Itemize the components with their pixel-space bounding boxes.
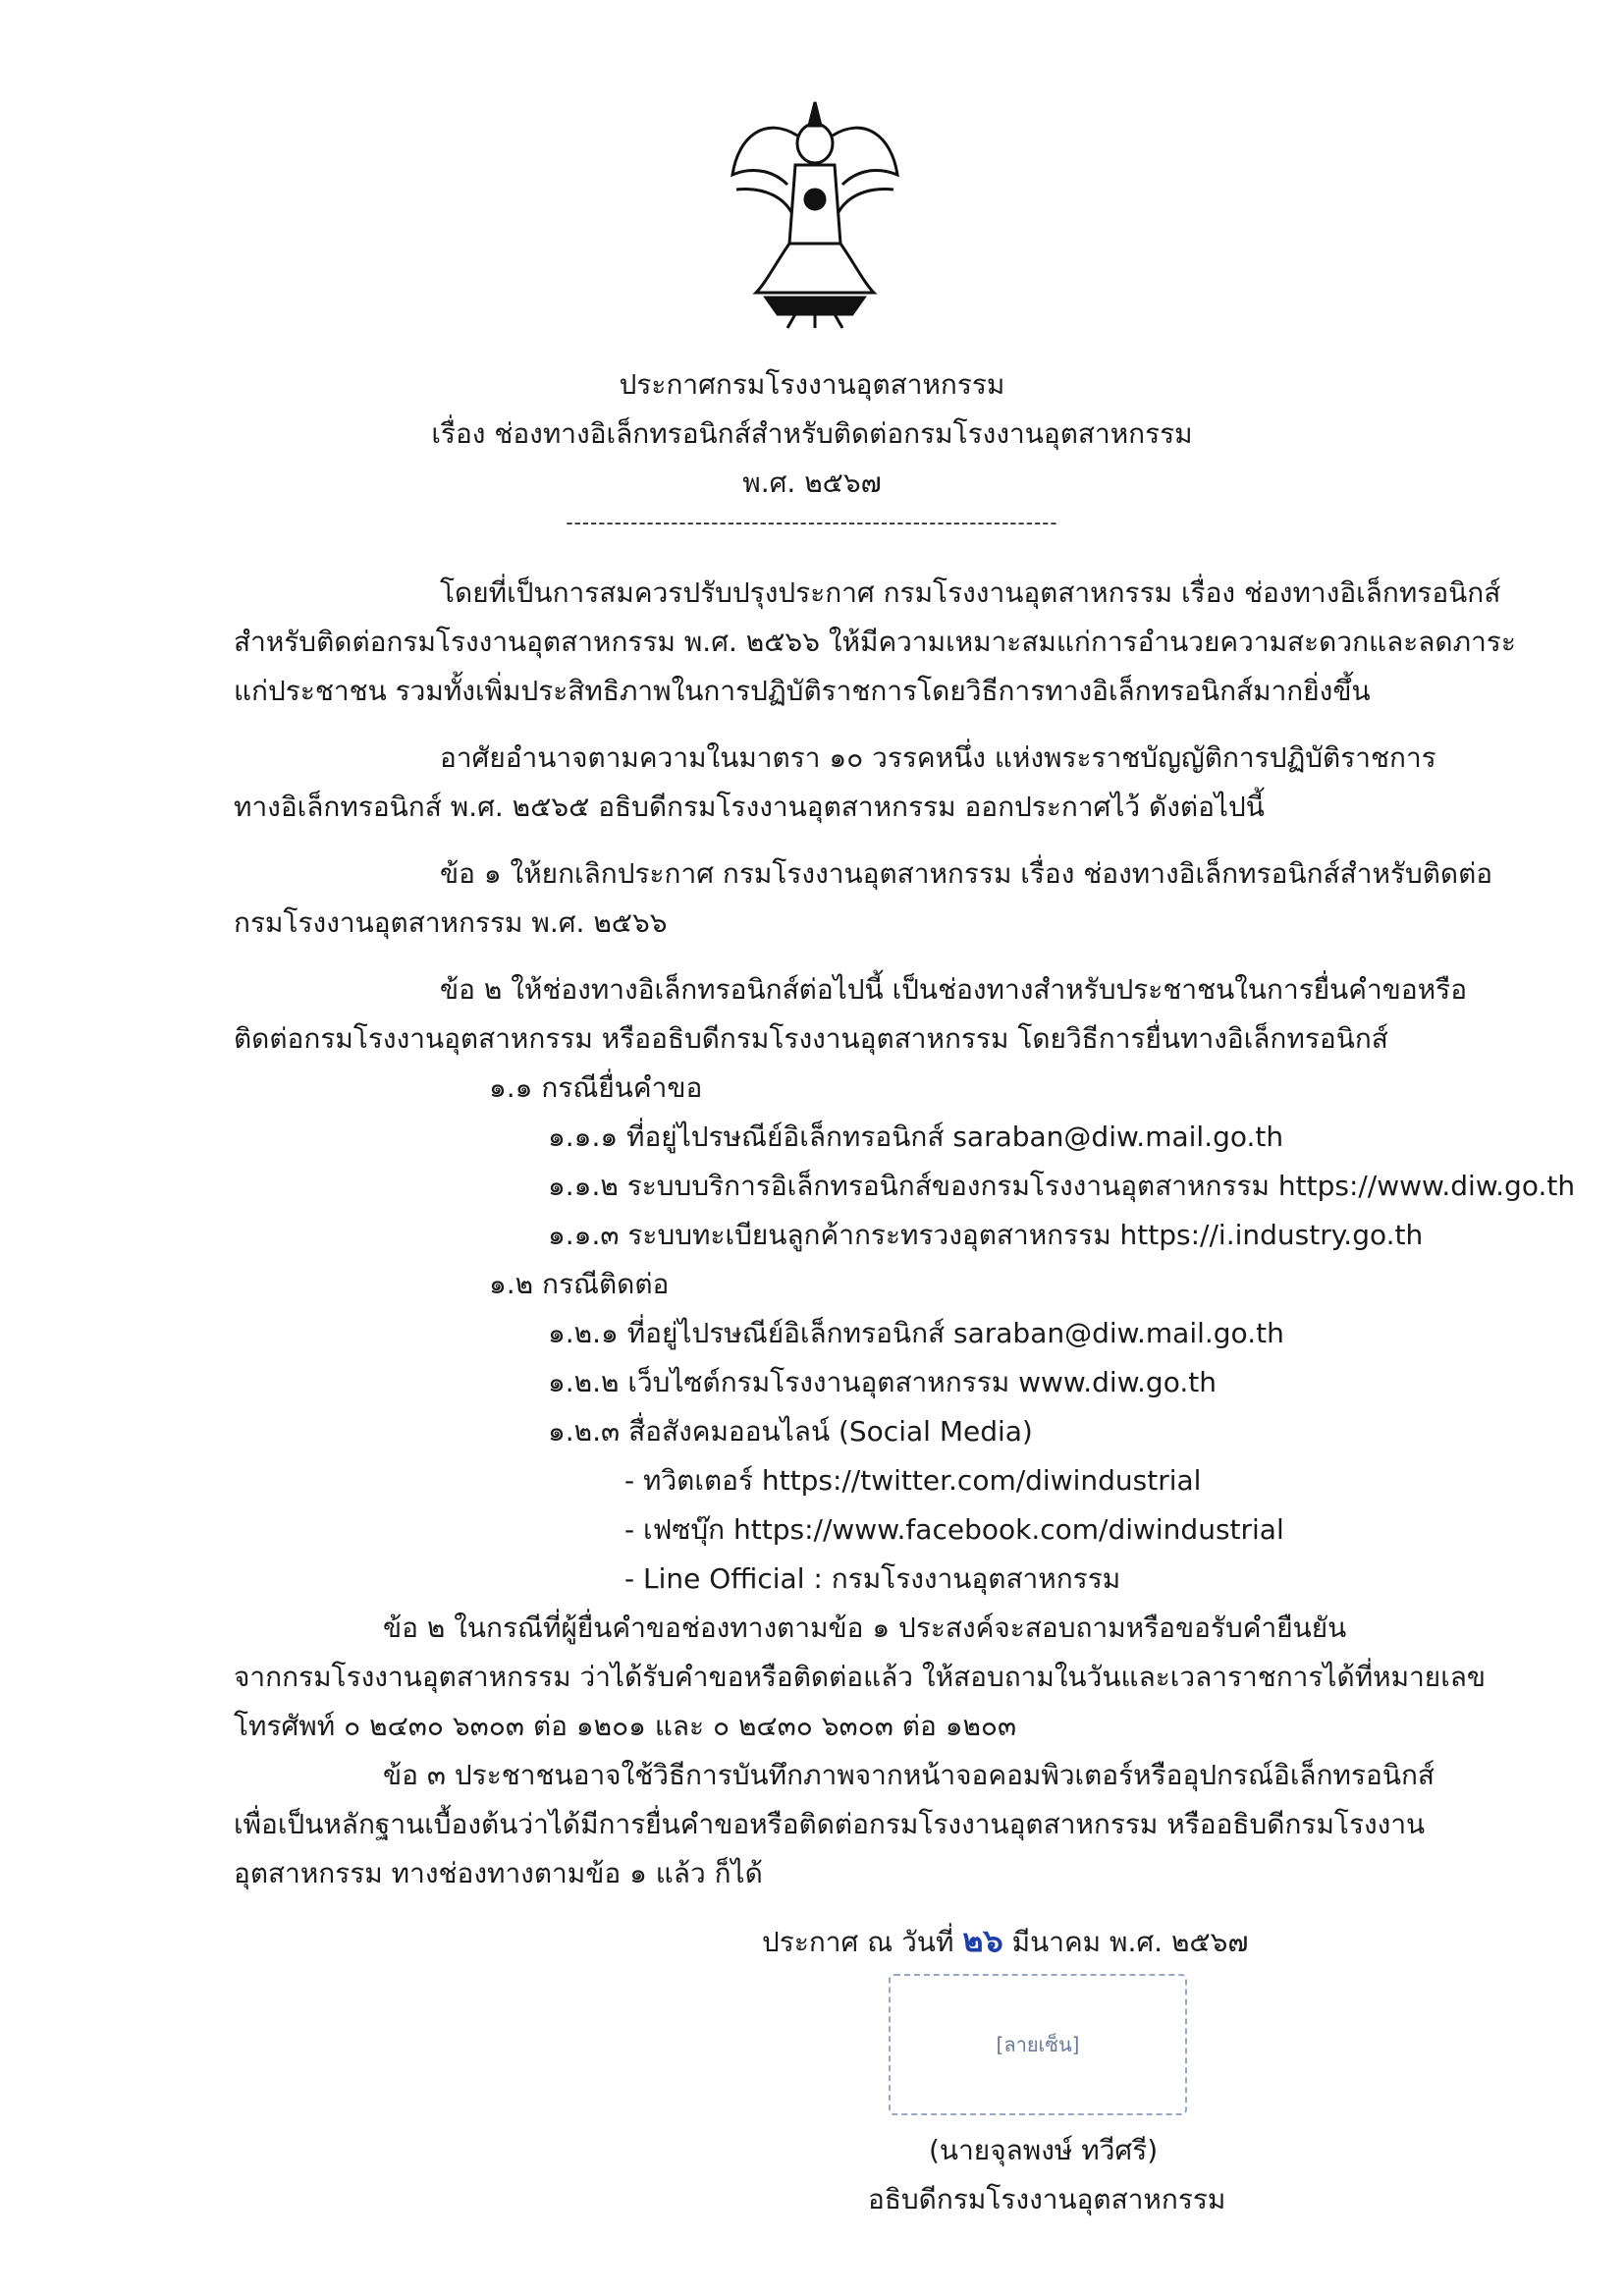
clause-3-line: เพื่อเป็นหลักฐานเบื้องต้นว่าได้มีการยื่นคำขอหรือติดต่อกรมโรงงานอุตสาหกรรม หรืออธิบดีกรมโรงงาน [234, 1808, 1426, 1840]
clause-2b-line: จากกรมโรงงานอุตสาหกรรม ว่าได้รับคำขอหรือติดต่อแล้ว ให้สอบถามในวันและเวลาราชการได้ที่หมายเลข [234, 1661, 1487, 1693]
social-item-twitter: - ทวิตเตอร์ https://twitter.com/diwindustrial [624, 1464, 1202, 1497]
preamble-line: สำหรับติดต่อกรมโรงงานอุตสาหกรรม พ.ศ. ๒๕๖๖ ให้มีความเหมาะสมแก่การอำนวยความสะดวกและลดภาระ [234, 626, 1516, 658]
announce-date [762, 1921, 1248, 1962]
clause-2-line: ติดต่อกรมโรงงานอุตสาหกรรม หรืออธิบดีกรมโรงงานอุตสาหกรรม โดยวิธีการยื่นทางอิเล็กทรอนิกส์ [234, 1022, 1388, 1055]
clause-2-line: ข้อ ๒ ให้ช่องทางอิเล็กทรอนิกส์ต่อไปนี้ เป็นช่องทางสำหรับประชาชนในการยื่นคำขอหรือ [440, 973, 1468, 1006]
clause-1-line: ข้อ ๑ ให้ยกเลิกประกาศ กรมโรงงานอุตสาหกรรม เรื่อง ช่องทางอิเล็กทรอนิกส์สำหรับติดต่อ [440, 857, 1493, 890]
signer-name: (นายจุลพงษ์ ทวีศรี) [929, 2134, 1159, 2166]
garuda-emblem [727, 96, 903, 332]
list-item: ๑.๒ กรณีติดต่อ [489, 1268, 670, 1300]
announce-day: ๒๖ [962, 1922, 1003, 1959]
list-item: ๑.๒.๑ ที่อยู่ไปรษณีย์อิเล็กทรอนิกส์ saraban@diw.mail.go.th [548, 1317, 1284, 1349]
clause-1-line: กรมโรงงานอุตสาหกรรม พ.ศ. ๒๕๖๖ [234, 906, 668, 939]
preamble-line: แก่ประชาชน รวมทั้งเพิ่มประสิทธิภาพในการปฏิบัติราชการโดยวิธีการทางอิเล็กทรอนิกส์มากยิ่งขึ้น [234, 675, 1371, 707]
preamble-line: อาศัยอำนาจตามความในมาตรา ๑๐ วรรคหนึ่ง แห่งพระราชบัญญัติการปฏิบัติราชการ [440, 741, 1436, 774]
announcement-subject: เรื่อง ช่องทางอิเล็กทรอนิกส์สำหรับติดต่อกรมโรงงานอุตสาหกรรม [431, 417, 1193, 450]
clause-2b-line: ข้อ ๒ ในกรณีที่ผู้ยื่นคำขอช่องทางตามข้อ ๑ ประสงค์จะสอบถามหรือขอรับคำยืนยัน [383, 1612, 1347, 1644]
header-divider: ------------------------------------------------------------- [566, 511, 1058, 534]
clause-3-line: อุตสาหกรรม ทางช่องทางตามข้อ ๑ แล้ว ก็ได้ [234, 1857, 763, 1889]
list-item: ๑.๑.๓ ระบบทะเบียนลูกค้ากระทรวงอุตสาหกรรม https://i.industry.go.th [548, 1219, 1424, 1251]
list-item: ๑.๑ กรณียื่นคำขอ [489, 1071, 703, 1104]
signer-title: อธิบดีกรมโรงงานอุตสาหกรรม [868, 2183, 1226, 2215]
announce-suffix: มีนาคม พ.ศ. ๒๕๖๗ [1011, 1926, 1249, 1958]
list-item: ๑.๒.๓ สื่อสังคมออนไลน์ (Social Media) [548, 1415, 1033, 1448]
signature-placeholder [889, 1974, 1187, 2115]
list-item: ๑.๒.๒ เว็บไซต์กรมโรงงานอุตสาหกรรม www.diw.go.th [548, 1366, 1217, 1398]
social-item-facebook: - เฟซบุ๊ก https://www.facebook.com/diwindustrial [624, 1513, 1284, 1546]
signature-placeholder-label: [ลายเซ็น] [996, 2033, 1080, 2056]
social-item-line: - Line Official : กรมโรงงานอุตสาหกรรม [624, 1562, 1121, 1595]
announcement-year: พ.ศ. ๒๕๖๗ [742, 466, 882, 499]
list-item: ๑.๑.๑ ที่อยู่ไปรษณีย์อิเล็กทรอนิกส์ saraban@diw.mail.go.th [548, 1121, 1284, 1153]
announce-prefix: ประกาศ ณ วันที่ [762, 1926, 954, 1958]
preamble-line: ทางอิเล็กทรอนิกส์ พ.ศ. ๒๕๖๕ อธิบดีกรมโรงงานอุตสาหกรรม ออกประกาศไว้ ดังต่อไปนี้ [234, 791, 1265, 823]
clause-3-line: ข้อ ๓ ประชาชนอาจใช้วิธีการบันทึกภาพจากหน้าจอคอมพิวเตอร์หรืออุปกรณ์อิเล็กทรอนิกส์ [383, 1759, 1435, 1791]
clause-2b-line: โทรศัพท์ ๐ ๒๔๓๐ ๖๓๐๓ ต่อ ๑๒๐๑ และ ๐ ๒๔๓๐ ๖๓๐๓ ต่อ ๑๒๐๓ [234, 1710, 1017, 1742]
list-item: ๑.๑.๒ ระบบบริการอิเล็กทรอนิกส์ของกรมโรงงานอุตสาหกรรม https://www.diw.go.th [548, 1170, 1576, 1202]
preamble-line: โดยที่เป็นการสมควรปรับปรุงประกาศ กรมโรงงานอุตสาหกรรม เรื่อง ช่องทางอิเล็กทรอนิกส์ [440, 576, 1501, 609]
announcement-title: ประกาศกรมโรงงานอุตสาหกรรม [619, 368, 1005, 401]
